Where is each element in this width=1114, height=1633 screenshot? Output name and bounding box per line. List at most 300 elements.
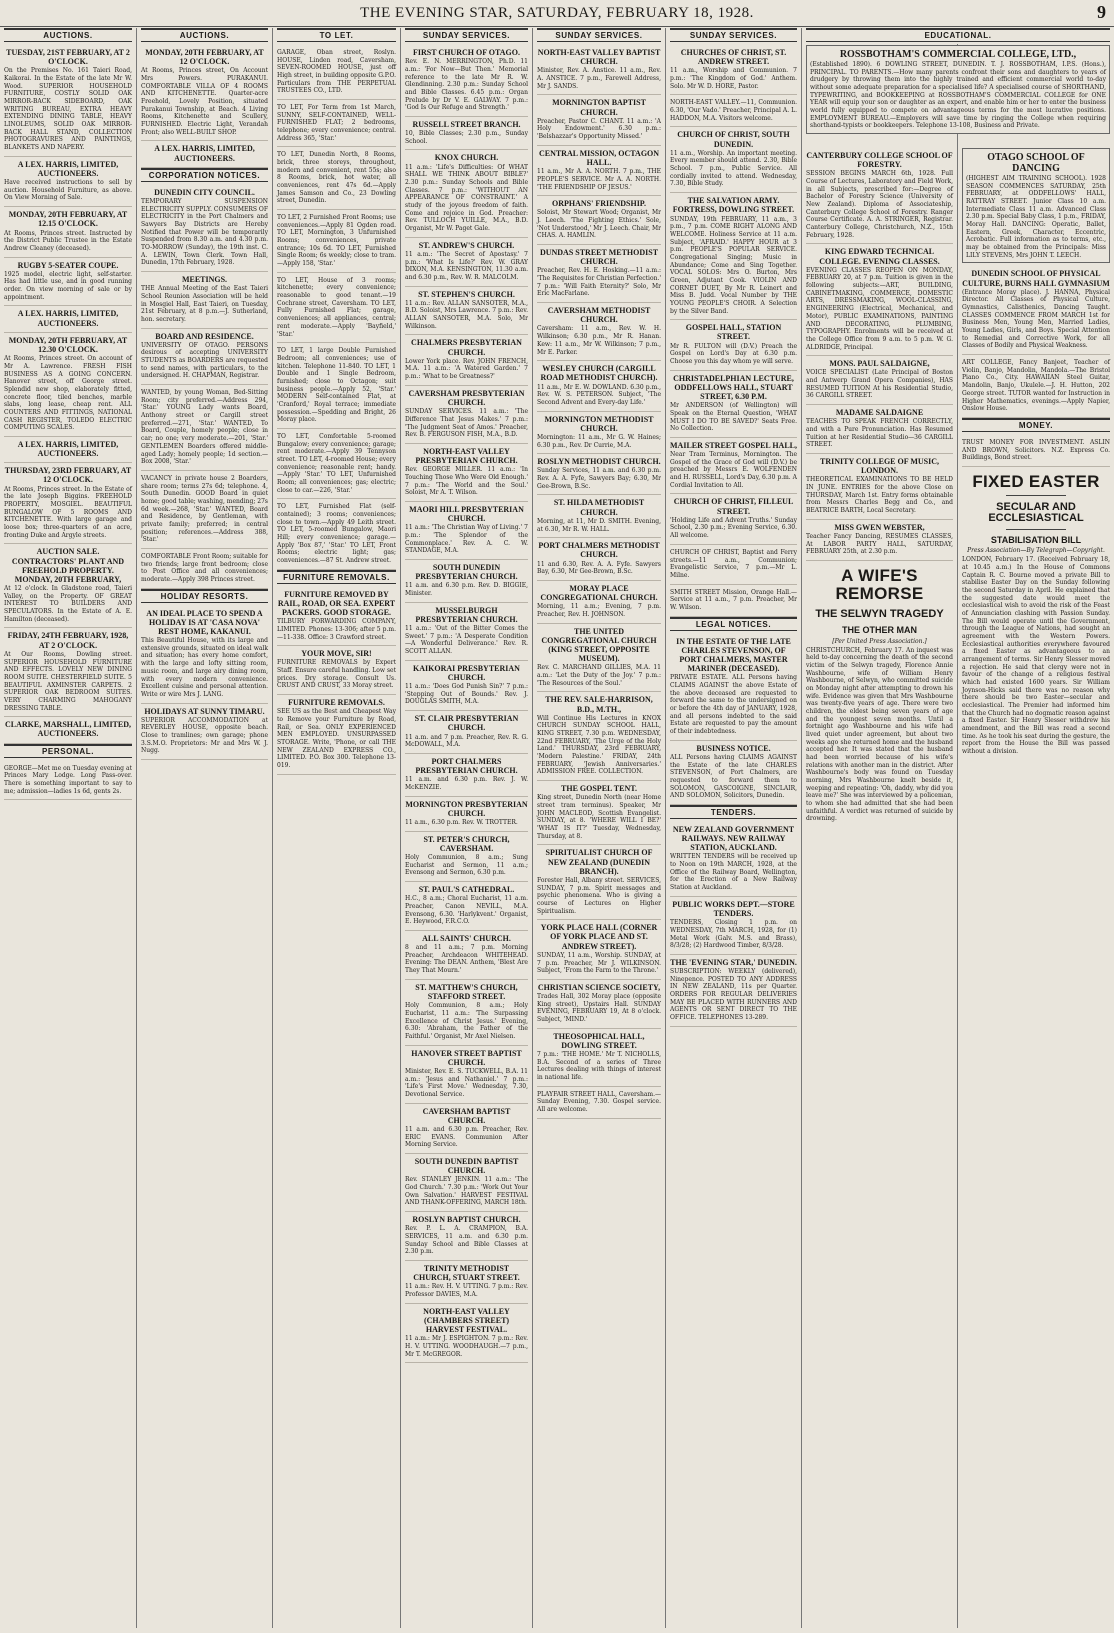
ad-heading: CLARKE, MARSHALL, LIMITED, AUCTIONEERS. [4,720,131,739]
ad-body: Minister, Rev. E. S. TUCKWELL, B.A. 11 a.m.: 'Jesus and Nathaniel.' 7 p.m.: 'Life's First Move.' Wednesday, 7.30, Devotional Service. [405,1067,528,1098]
classified-ad [962,266,1110,355]
ad-heading: CANTERBURY COLLEGE SCHOOL OF FORESTRY. [806,151,953,170]
ad-body: Will Continue His Lectures in KNOX CHURCH SUNDAY SCHOOL HALL, KING STREET, 7.30 p.m. WEDNESDAY, 22nd FEBRUARY, 'The Urge of the Holy Land.' THURSDAY, 23rd FEBRUARY, 'Modern Palestine.' FRIDAY, 24th FEBRUARY, 'Jewish Anniversaries.' ADMISSION FREE. COLLECTION. [537,714,661,776]
feature-deck: STABILISATION BILL [990,534,1082,545]
ad-body: 11 a.m.: 'The Secret of Apostasy.' 7 p.m.: 'What Is Life?' Rev. W. GRAY DIXON, M.A. KENSINGTON, 11.30 a.m. and 6.30 p.m., Rev. W. R. MALCOLM. [405,250,528,281]
column-sunday-services-3 [666,28,802,1628]
ad-heading: MONDAY, 20TH FEBRUARY, AT 12 O'CLOCK. [145,48,264,67]
ad-body: Morning, at 11, Mr D. SMITH. Evening, at 6.30, Mr R. W. HALL. [537,517,661,533]
ad-body: Mornington: 11 a.m., Mr G. W. Haines; 6.30 p.m., Rev. Dr Currie, M.A. [537,433,661,449]
ad-heading: NEW ZEALAND GOVERNMENT RAILWAYS. NEW RAILWAY STATION, AUCKLAND. [672,824,795,853]
ad-body: TO LET, 1 large Double Furnished Bedroom; all conveniences; use of kitchen. Telephone 11-840. TO LET, 1 Double and 1 Single Bedroom, furnished; close to Octagon; suit business people.—Apply 52, 'Star.' MODERN Self-contained Flat, at 'Cranford,' Royal terrace; immediate possession.—Spedding and Bright, 26 Moray place. [277,347,396,424]
ad-body: (Established 1890). 6 DOWLING STREET, DUNEDIN. T. J. ROSSBOTHAM, I.P.S. (Hons.), PRINCIPAL. TO PARENTS.—How many parents confront their sons and daughters to years of drudgery by throwing them into the highly trained and efficient commercial world to-day without some adequate preparation for a specialised life? A specialised course of SHORTHAND, TYPEWRITING, and BOOKKEEPING at ROSSBOTHAM'S COMMERCIAL COLLEGE for ONE YEAR will equip your son or daughter as an expert, and enable him or her to enter the business world fully equipped to compete on advantageous terms for the most lucrative positions. EMPLOYMENT BUREAU.—Employers will save time by ringing the College when requiring shorthand-typists or bookkeepers. Telephone 13-108, Business and Private. [810,61,1106,130]
ad-body: Soloist, Mr Stewart Wood; Organist, Mr J. Leech. 'The Fighting Ethics.' Sole, 'Not Understood,' Mr J. Leech. Chair, Mr CHAS. A. HAMLIN. [537,209,661,240]
classified-ad [277,429,396,499]
ad-body: 11 a.m.: 'Out of the Bitter Comes the Sweet.' 7 p.m.: 'A Desperate Condition—A Wonderful Deliverance.' Rev. R. SCOTT ALLAN. [405,625,528,656]
ad-heading: ST. PETER'S CHURCH, CAVERSHAM. [423,834,510,853]
classified-ad [405,1154,528,1212]
ad-body: At Rooms, Princes street, On Account Mrs Powers. PURAKANUI. COMFORTABLE VILLA OF 4 ROOMS AND KITCHENETTE. Quarter-acre Freehold, Lovely Position, situated Purakanui Township, at Beach. 4 Living Rooms, Kitchenette and Scullery, FURNISHED. Electric Light, Verandah Front; also WELL-BUILT SHOP. [141,67,268,136]
ad-body: 11 a.m.: 'Does God Punish Sin?' 7 p.m.: 'Stepping Out of Bounds.' Rev. J. DOUGLAS SMITH, M.A. [405,683,528,706]
classified-ad [405,45,528,117]
ad-body: H.C., 8 a.m.; Choral Eucharist, 11 a.m. Preacher, Canon NEVILL, M.A. Evensong, 6.30. 'Harlykvent.' Organist, E. Heywood, F.R.C.O. [405,895,528,926]
ad-body: Teacher Fancy Dancing, RESUMES CLASSES, At LABOR PARTY HALL, SATURDAY, FEBRUARY 25th, at 2.30 p.m. [806,532,953,556]
classified-ad [537,1087,661,1119]
ad-heading: SOUTH DUNEDIN BAPTIST CHURCH. [414,1156,519,1176]
ad-body: Preacher, Rev. H. E. Hosking.—11 a.m.: 'The Requisites for Christian Perfection.' 7 p.m.: 'Will Faith Eternity?' Solo, Mr Eric MacFarlane. [537,267,661,298]
ad-body: (HIGHEST AIM TRAINING SCHOOL). 1928 SEASON COMMENCES SATURDAY, 25th FEBRUARY, at ODDFELLOWS' HALL, RATTRAY STREET. Junior Class 10 a.m. Intermediate Class 11 a.m. Advanced Class 2.30 p.m. Special Baby Class, 1 p.m., FRIDAY, Moray Hall. DANCING: Operatic, Ballet, Eastern, Greek, Character, Eccentric, Acrobatic. Full information as to terms, etc., may be obtained from the Principals: Miss LILY STEVENS, Mrs JOHN T. LEECH. [966,175,1106,259]
ad-body: (Entrance Moray place). J. HANNA, Physical Director. All Classes of Physical Culture, Gymnastics, Calisthenics, Dancing Taught. CLASSES COMMENCE FROM MARCH 1st for Business Men, Young Men, Married Ladies, Young Ladies, Girls, and Boys. Special Attention to Remedial and Corrective Work, for all Classes of Bodily and Physical Weakness. [962,288,1110,350]
ad-body: 11 a.m. and 6.30 p.m. Rev. D. BIGGIE, Minister. [405,582,528,598]
ad-heading: MORNINGTON METHODIST CHURCH. [544,414,654,433]
classified-ad [405,560,528,603]
classified-ad [537,95,661,145]
ad-heading: MAILER STREET GOSPEL HALL, [670,440,797,450]
ad-heading: MISS GWEN WEBSTER, [834,522,925,532]
ad-body: On the Premises No. 161 Taieri Road, Kaikorai. In the Estate of the late Mr W. Wood. SUPERIOR HOUSEHOLD FURNITURE, COSTLY SOLID OAK MIRROR-BACK SIDEBOARD, OAK WRITING BUREAU, EXTRA HEAVY EXTENDING DINING TABLE, HEAVY LINOLEUMS, SOLID OAK MIRROR-BACK HALL STAND, COLLECTION PHOTOGRAVURES AND PAINTINGS, BLANKETS AND NAPERY. [4,67,132,152]
classified-ad [537,245,661,303]
ad-heading: CAVERSHAM BAPTIST CHURCH. [422,1106,511,1125]
classified-ad [141,45,268,141]
ad-body: Rev. GEORGE MILLER. 11 a.m.: 'In Touching Those Who Were Old Enough.' 7 p.m.: 'The World and the Soul.' Soloist, Mr A. T. Wilson. [405,466,528,497]
classified-ad [4,761,132,801]
ad-body: Rev. STANLEY JENKIN. 11 a.m.: 'The God Church.' 7.30 p.m.: 'Work Out Your Own Salvation.' HARVEST FESTIVAL AND THANK-OFFERING, MARCH 18th. [405,1176,528,1207]
classified-ad [537,495,661,538]
ad-body: Sunday Services, 11 a.m. and 6.30 p.m. Rev. A. A. Fyfe, Sawyers Bay; 6.30, Mr Gee-Brown, B.Sc. [537,467,661,490]
classified-ad [537,45,661,95]
classified-ad [405,797,528,832]
ad-body: At Rooms, Princes street. Instructed by the District Public Trustee in the Estate Andrew Cleaney (deceased). [4,229,132,252]
ad-heading: PORT CHALMERS PRESBYTERIAN CHURCH. [415,756,518,776]
classified-ad [537,303,661,361]
ad-heading: RUGBY 5-SEATER COUPE. [17,260,119,270]
feature-deck: THE OTHER MAN [842,625,917,636]
ad-heading: CHURCH OF CHRIST, FILLEUL STREET. [673,497,794,516]
classified-ad [4,333,132,437]
ad-body: PLAYFAIR STREET HALL, Caversham.—Sunday Evening, 7.30. Gospel service. All are welcome. [537,1090,661,1114]
ad-body: ALL Persons having CLAIMS AGAINST the Estate of the late CHARLES STEVENSON, of Port Chalmers, are requested to forward them to SOLOMON, GASCOIGNE, SINCLAIR, AND SOLOMON, Solicitors, Dunedin. [670,753,797,800]
ad-heading: OTAGO SCHOOL OF DANCING [987,152,1085,174]
ad-body: At 12 o'clock. In Gladstone road, Taieri Valley, on the Property. OF GREAT INTEREST TO BUILDERS AND SPECULATORS. In the Estate of A. E. Hamilton (deceased). [4,585,132,623]
column-to-let [273,28,401,1628]
classified-ad [405,1104,528,1154]
ad-heading: CHALMERS PRESBYTERIAN CHURCH. [411,338,522,357]
classified-ad [670,193,797,320]
classified-ad [141,549,268,589]
feature-body: LONDON, February 17. (Received February 18, at 10.45 a.m.) In the House of Commons Captain R. C. Bourne moved a private Bill to stabilise Easter Day on the Sunday following the second Saturday in April. He explained that the suggested date would meet the ecclesiastical wish to avoid the risk of the Feast of Annunciation clashing with Passion Sunday. The Bill would operate until the Government, through the League of Nations, had sought an agreement with the Western Powers. Ecclesiastical authorities everywhere favoured a fixed Easter as advantageous to an arrangement of terms. Sir Henry Slesser moved a rejection. He said that clergy were not in favour of the change of a religious festival which had existed 1600 years. Sir William Joynson-Hicks said there was no reason why there should be two Easter—secular and ecclesiastical. The Premier had informed him that the Church had no dogmatic reason against a fixed Easter. Sir Henry Slesser withdrew his amendment, and the Bill was read a second time. As he took his seat during the gesture, the report from the House the Bill was passed without a division. [962,556,1110,756]
ad-body: TO LET, House of 3 rooms; kitchenette; every convenience; reasonable to good tenant.—19 Cochrane street, Caversham. TO LET, Fully Furnished Flat; garage, conveniences; all appliances, central; rent moderate.—Apply 'Bayfield,' 'Star.' [277,276,396,338]
ad-heading: RUSSELL STREET BRANCH. [412,119,521,129]
ad-heading: DUNEDIN SCHOOL OF PHYSICAL CULTURE, BURNS HALL GYMNASIUM [962,269,1110,288]
ad-body: 11 a.m., Mr A. A. NORTH. 7 p.m., THE PEOPLE'S SERVICE. Mr A. A. NORTH. 'THE FRIENDSHIP OF JESUS.' [537,168,661,191]
ad-heading: A LEX. HARRIS, LIMITED, AUCTIONEERS. [17,309,119,328]
classified-ad [537,692,661,781]
ad-heading: MUSSELBURGH PRESBYTERIAN CHURCH. [415,605,518,624]
ad-body: 11 a.m.: 'Life's Difficulties: Of WHAT SHALL WE THINK ABOUT BIBLE?' 2.30 p.m.: Sunday Schools and Bible Classes. 7 p.m.: 'WITHOUT AN APPEARANCE OF CONSTRAINT.' A study of the joyous freedom of faith. Come and rejoice in God. Preacher: Rev. TULLOCH YUILLE, M.A., B.D. Organist, Mr W. Paget Gale. [405,163,528,232]
ad-body: TRUST MONEY FOR INVESTMENT. ASLIN AND BROWN, Solicitors. N.Z. Express Co. Buildings, Bond street. [962,438,1110,462]
ad-heading: BOARD AND RESIDENCE. [155,331,254,341]
ad-body: FURNITURE REMOVALS by Expert Staff. Ensure careful handling. Low set prices. Dry storage. Consult Us. CRUST AND CRUST, 33 Moray street. [277,659,396,690]
section-heading: CORPORATION NOTICES. [141,168,268,182]
classified-ad [405,386,528,444]
ad-heading: YORK PLACE HALL (CORNER OF YORK PLACE AND ST. ANDREW STREET). [540,923,658,951]
ad-heading: HOLIDAYS AT SUNNY TIMARU. [144,706,265,716]
classified-ad [537,196,661,245]
feature-subheadline: THE SELWYN TRAGEDY [815,607,944,620]
ad-body: 7 p.m.: 'THE HOME.' Mr T. NICHOLLS, B.A. Second of a series of Three Lectures dealing with things of interest in national life. [537,1051,661,1082]
ad-heading: FURNITURE REMOVALS. [288,698,385,708]
ad-heading: MONDAY, 20TH FEBRUARY, AT 12.15 O'CLOCK. [8,210,128,229]
ad-body: King street, Dunedin North (near Home street tram terminus). Speaker, Mr JOHN MACLEOD, Scottish Evangelist. SUNDAY, at 8. 'WHERE WILL I BE?' 'WHAT IS IT?' Tuesday, Wednesday, Thursday, at 8. [537,794,661,840]
classified-ad [405,882,528,931]
ad-heading: YOUR MOVE, SIR! [301,649,372,659]
classified-ad [141,606,268,704]
ad-heading: NORTH-EAST VALLEY BAPTIST CHURCH. [537,48,661,67]
feature-subheadline: SECULAR AND ECCLESIASTICAL [988,500,1084,525]
ad-heading: HANOVER STREET BAPTIST CHURCH. [411,1048,522,1067]
ad-heading: ST. STEPHEN'S CHURCH. [418,289,515,299]
ad-heading: KNOX CHURCH. [434,153,499,163]
dancing-school-ad [962,148,1110,263]
classified-ad [405,238,528,287]
ad-heading: THE SALVATION ARMY. FORTRESS, DOWLING STREET. [672,196,795,215]
divider [1006,495,1065,496]
ad-body: Lower York place. Rev. JOHN FRENCH, M.A. 11 a.m.: 'A Watered Garden.' 7 p.m.: 'What to be Greatness?' [405,357,528,381]
classified-ad [670,371,797,438]
classified-ad [4,207,132,257]
ad-body: At Our Rooms, Dowling street. SUPERIOR HOUSEHOLD FURNITURE AND EFFECTS. LOVELY NEW DINING ROOM SUITE. CHESTERFIELD SUITE. 5 BEAUTIFUL AXMINSTER CARPETS. 2 SUPERIOR OAK BEDROOM SUITES. VERY CHARMING MAHOGANY DRESSING TABLE. [4,650,132,712]
ad-body: NORTH-EAST VALLEY.—11, Communion. 6.30, 'Our Vado.' Preacher, Principal A. L. HADDON, M.A. Visitors welcome. [670,99,797,122]
classified-ad [670,127,797,193]
classified-ad [806,244,953,356]
ad-heading: MORNINGTON PRESBYTERIAN CHURCH. [405,799,528,818]
classified-ad [277,210,396,273]
ad-body: 1925 model, electric light, self-starter. Has had little use, and in good running order. On view morning of sale or by appointment. [4,270,132,301]
ad-heading: TUESDAY, 21ST FEBRUARY, AT 2 O'CLOCK. [6,48,130,67]
educational-left-column [802,44,958,1628]
ad-heading: CAVERSHAM METHODIST CHURCH. [547,306,651,325]
classified-ad [405,754,528,797]
ad-heading: MONS. PAUL SALDAIGNE, [829,359,930,369]
ad-body: 11 a.m. and 6.30 p.m. Rev. J. W. McKENZIE. [405,776,528,791]
classified-ad [806,356,953,405]
classified-ad [141,385,268,471]
section-heading: SUNDAY SERVICES. [537,28,661,42]
ad-heading: MONDAY, 20TH FEBRUARY, AT 12.30 O'CLOCK. [8,335,128,354]
ad-heading: ST. CLAIR PRESBYTERIAN CHURCH. [414,714,519,733]
ad-heading: CENTRAL MISSION, OCTAGON HALL. [538,148,660,167]
ad-heading: THEOSOPHICAL HALL, DOWLING STREET. [553,1031,645,1050]
classified-ad [537,538,661,581]
ad-heading: CHRISTADELPHIAN LECTURE, ODDFELLOWS HALL, STUART STREET, 6.30 P.M. [673,373,794,402]
classified-ad [405,711,528,754]
ad-body: TENDERS, Closing 1 p.m. on WEDNESDAY, 7th MARCH, 1928, for (1) Metal Work (Galv. M.S. and Brass), 8/3/28; (2) Hardwood Timber, 8/3/28. [670,919,797,950]
ad-body: 11 and 6.30, Rev. A. A. Fyfe. Sawyers Bay, 6.30, Mr Gee-Brown, B.Sc. [537,560,661,576]
classified-ad [962,435,1110,467]
page-number: 9 [1097,2,1106,22]
classified-ad [670,320,797,370]
educational-right-column [958,44,1114,1628]
ad-body: ART COLLEGE, Fancy Banjeet, Teacher of Violin, Banjo, Mandolin, Mandola.—The Bristol Piano Co., City. HAWAIIAN Steel Guitar, Mandolin, Banjo, Ukulele.—J. H. Hutton, 202 George street. TUTOR wanted for Instruction in Higher Mathematics, evenings.—Apply Napier, Onslow House. [962,359,1110,413]
classified-ad [537,781,661,845]
ad-body: TILBURY FORWARDING COMPANY, LIMITED. Phones: 13-306; after 5 p.m.—11-338. Office: 3 Crawford street. [277,618,396,641]
classified-ad [537,581,661,624]
classified-ad [537,624,661,693]
classified-ad [141,141,268,167]
section-heading: TO LET. [277,28,396,42]
feature-byline: [Per United Press Association.] [832,637,927,645]
classified-ad [405,931,528,980]
ad-body: GEORGE—Met me on Tuesday evening at Princes Mary Lodge. Long Pass-over. There is something important to say to me; admission—ladies 1s 6d, gents 2s. [4,764,132,795]
ad-body: UNIVERSITY OF OTAGO. PERSONS desirous of accepting UNIVERSITY STUDENTS as BOARDERS are requested to send names, with particulars, to the undersigned. H. CHAPMAN, Registrar. [141,341,268,380]
classified-ad [405,1304,528,1364]
classified-ad [962,355,1110,418]
classified-ad [405,1046,528,1104]
classified-ad [405,980,528,1046]
ad-heading: DUNEDIN CITY COUNCIL. [154,187,255,197]
ad-body: THEORETICAL EXAMINATIONS TO BE HELD IN JUNE. ENTRIES for the above Close on THURSDAY, March 1st. Entry forms obtainable from Messrs Charles Begg and Co., and BEATRICE BARTH, Local Secretary. [806,476,953,514]
ad-heading: ST. MATTHEW'S CHURCH, STAFFORD STREET. [415,982,518,1001]
ad-heading: FIRST CHURCH OF OTAGO. [413,48,520,57]
ad-heading: CHURCHES OF CHRIST, ST. ANDREW STREET. [680,48,787,67]
classified-ad [405,502,528,560]
ad-body: 11 a.m., Worship. An important meeting. Every member should attend. 2.30, Bible School. 7 p.m., Public Service. All cordially invited to attend. Wednesday, 7.30, Bible Study. [670,149,797,188]
ad-body: 11 a.m. and 7 p.m. Preacher, Rev. R. G. McDOWALL, M.A. [405,733,528,749]
ad-heading: CHRISTIAN SCIENCE SOCIETY, [537,982,661,992]
classified-ad [4,258,132,307]
ad-body: VOICE SPECIALIST (Late Principal of Boston and Antwerp Grand Opera Companies), HAS RESUMED TUITION At his Residential Studio, 36 CARGILL STREET. [806,369,953,400]
ad-body: 'Holding Life and Advent Truths.' Sunday School, 2.30 p.m.; Evening Service, 6.30. All welcome. [670,516,797,540]
classified-ad [405,603,528,661]
classified-ad [537,845,661,920]
classified-ad [277,343,396,429]
ad-heading: AN IDEAL PLACE TO SPEND A HOLIDAY IS AT 'CASA NOVA' REST HOME, KAKANUI. [146,608,263,636]
ad-body: SUNDAY, 19th FEBRUARY, 11 a.m., 3 p.m., 7 p.m. COME RIGHT ALONG AND WELCOME. Holiness Service at 11 a.m. Subject, 'AFRAID.' HAPPY HOUR at 3 p.m. PEOPLE'S POPULAR SERVICE. Congregational Singing; Music in Abundance; Come and Sing Together. VOCAL SOLOS: Mrs O. Burton, Mrs Green, Adjutant Cook. VIOLIN AND CORNET DUET, By Mr R. Leinert and Miss B. Judd. Vocal Number by THE YOUNG PEOPLE'S CHOIR. A Selection by the Silver Band. [670,215,797,315]
ad-body: COMFORTABLE Front Room; suitable for two friends; large front bedroom; close to Post Office and all conveniences; moderate.—Apply 398 Princes street. [141,552,268,583]
classified-ad [4,306,132,332]
classified-ad [277,273,396,343]
ad-heading: KAIKORAI PRESBYTERIAN CHURCH. [413,663,520,682]
ad-heading: SOUTH DUNEDIN PRESBYTERIAN CHURCH. [415,562,518,582]
ad-heading: ROSLYN METHODIST CHURCH. [537,457,661,467]
classified-ad [537,412,661,455]
ad-heading: ROSSBOTHAM'S COMMERCIAL COLLEGE, LTD., [839,49,1077,60]
classified-ad [277,646,396,695]
ad-body: SUNDAY, 11 a.m., Worship. SUNDAY, at 7 p.m. Preacher, Mr J. WILKINSON. Subject, 'From the Farm to the Throne.' [537,951,661,975]
classified-ad [670,585,797,617]
classified-ad [670,545,797,585]
classified-ad [806,405,953,454]
ad-heading: FRIDAY, 24TH FEBRUARY, 1928, AT 2 O'CLOCK. [7,631,129,650]
ad-body: 8 and 11 a.m.; 7 p.m. Morning Preacher, Archdeacon WHITEHEAD. Evening: The DEAN. Anthem, 'Blest Are They That Mourn.' [405,944,528,975]
classified-ad [277,45,396,100]
classified-ad [277,100,396,147]
ad-heading: ST. PAUL'S CATHEDRAL. [418,885,515,895]
ad-body: Rev. C. MARCHAND GILLIES, M.A. 11 a.m.: 'Let the Duty of the Joy.' 7 p.m.: 'The Resources of the Soul.' [537,664,661,687]
ad-heading: CAVERSHAM PRESBYTERIAN CHURCH. [408,388,525,407]
ad-body: TEMPORARY SUSPENSION ELECTRICITY SUPPLY. CONSUMERS OF ELECTRICITY in the Port Chalmers and Sawyers Bay Districts are Hereby Notified that Power will be temporarily Suspended from 8.30 a.m. and 4.30 p.m. TO-MORROW (Sunday), the 19th inst. C. A. LEWIN, Town Clerk. Town Hall, Dunedin, 17th February, 1928. [141,197,268,267]
classified-ad [4,45,132,157]
ad-heading: GOSPEL HALL, STATION STREET. [685,323,782,342]
classified-ad [277,147,396,210]
section-heading: FURNITURE REMOVALS. [277,570,396,584]
classified-ad [806,520,953,561]
ad-heading: FURNITURE REMOVED BY RAIL, ROAD, OR SEA. EXPERT PACKERS. GOOD STORAGE. [277,589,396,618]
ad-body: GARAGE, Oban street, Roslyn. HOUSE, Linden road, Caversham, SEVEN-ROOMED HOUSE, just off High street, in building opposite G.P.O. Particulars from THE PERPETUAL TRUSTEES CO., LTD. [277,49,396,95]
ad-heading: PORT CHALMERS METHODIST CHURCH. [538,541,660,560]
ad-heading: MADAME SALDAIGNE [835,408,924,418]
ad-heading: MORNINGTON BAPTIST CHURCH. [552,98,646,117]
ad-body: 11 a.m. and 6.30 p.m. Preacher, Rev. ERIC EVANS. Communion After Morning Service. [405,1125,528,1149]
section-heading: TENDERS. [670,805,797,819]
commercial-college-ad [806,45,1110,134]
ad-body: 11 a.m.: Rev. ALLAN SANSOTER, M.A., B.D. Soloist, Mrs Lawrence. 7 p.m.: Rev. ALLAN SANSOTER, M.A. Solo, Mr Wilkinson. [405,299,528,330]
divider [1006,529,1065,530]
ad-body: TO LET, Dunedin North, 8 Rooms, brick, three storeys, throughout, modern and convenient, rent 55s; also 8 Rooms, brick, hot water, all conveniences, rent 47s 6d.—Apply James Samson and Co., 23 Dowling street, Dunedin. [277,151,396,205]
classified-ad [670,438,797,495]
classified-ad [670,822,797,897]
ad-heading: PUBLIC WORKS DEPT.—STORE TENDERS. [672,899,795,918]
ad-body: VACANCY in private house 2 Boarders, share room; terms 27s 6d; telephone. 4, South Dunedin. GOOD Board in quiet home; good table; washing, mending; 27s 6d week.—268, 'Star.' WANTED, Board and Residence, by Gentleman, with private family; preferred; in central position; references.—Address 388, 'Star.' [141,474,268,544]
ad-heading: BUSINESS NOTICE. [696,743,771,753]
classified-ad [670,95,797,127]
ad-heading: A LEX. HARRIS, LIMITED, AUCTIONEERS. [17,439,119,459]
ad-body: Holy Communion, 8 a.m.; Sung Eucharist and Sermon, 11 a.m.; Evensong and Sermon, 6.30 p.m. [405,854,528,877]
ad-body: Minister, Rev. A. Anstice. 11 a.m., Rev. A. ANSTICE. 7 p.m., Farewell Address, Mr J. SANDS. [537,67,661,90]
classified-ad [405,444,528,502]
section-heading: LEGAL NOTICES. [670,617,797,631]
classified-ad [4,463,132,544]
ad-body: TEACHES TO SPEAK FRENCH CORRECTLY, and with a Pure Pronunciation. Has Resumed Tuition at her Residential Studio—36 CARGILL STREET. [806,418,953,449]
section-heading: SUNDAY SERVICES. [405,28,528,42]
section-heading: AUCTIONS. [4,28,132,42]
classified-ad [537,146,661,196]
ad-body: SMITH STREET Mission, Orange Hall.—Service at 11 a.m., 7 p.m. Preacher, Mr W. Wilson. [670,588,797,611]
ad-body: Morning, 11 a.m.; Evening, 7 p.m. Preacher, Rev. H. JOHNSON. [537,603,661,618]
ad-body: Holy Communion, 8 a.m.; Holy Eucharist, 11 a.m.: 'The Surpassing Excellence of Christ Jesus.' Evening, 6.30: 'Abraham, the Father of the Faithful.' Organist, Mr Axel Nielsen. [405,1002,528,1040]
ad-heading: MAORI HILL PRESBYTERIAN CHURCH. [409,504,524,524]
ad-body: WANTED, by young Woman, Bed-Sitting Room; city preferred.—Address 294, 'Star.' YOUNG Lady wants Board, Anthony street or Cargill street preferred.—271, 'Star.' WANTED, To Board, Couple, homely people; close in car; no one; very moderate.—201, 'Star.' GENTLEMEN Boarders offered middle-aged Lady; homely people; 1d section.—Box 2008, 'Star.' [141,389,268,466]
classified-ad [141,704,268,761]
ad-heading: A LEX. HARRIS, LIMITED, AUCTIONEERS. [17,159,119,178]
ad-body: TO LET, Comfortable 5-roomed Bungalow; every convenience; garage; rent moderate.—Apply 39 Tennyson street. TO LET, 4-roomed House; every convenience; reasonable rent; handy.—Apply 'Star.' TO LET, Unfurnished Room; all conveniences; gas; electric; close to car.—226, 'Star.' [277,432,396,494]
classified-ad [405,661,528,711]
ad-body: This Beautiful House, with its large and extensive grounds, situated on ideal walk and situation; has every home comfort, with the large and lofty sitting room, music room, and large airy dining room, with every modern convenience. Excellent cuisine and personal attention. Write or wire Mrs J. LANG. [141,637,268,698]
ad-body: Mr ANDERSON (of Wellington) will Speak on the Eternal Question, 'WHAT MUST I DO TO BE SAVED?' Seats Free. No Collection. [670,402,797,433]
classified-ad [670,897,797,955]
classified-ad [405,1261,528,1304]
ad-heading: MEETINGS. [181,275,228,285]
classified-ad [405,832,528,882]
ad-heading: ROSLYN BAPTIST CHURCH. [412,1215,521,1225]
ad-body: TO LET, For Term from 1st March, SUNNY, SELF-CONTAINED, WELL-FURNISHED FLAT; 2 bedrooms, telephone; every convenience; central. Address 365, 'Star.' [277,104,396,142]
column-auctions-1 [0,28,137,1628]
ad-body: CHURCH OF CHRIST, Baptist and Ferry streets.—11 a.m., Communion; Evangelistic Service, 7 p.m.—Mr L. Milne. [670,548,797,579]
masthead-title: THE EVENING STAR, SATURDAY, FEBRUARY 18, 1928. [360,4,754,21]
ad-heading: IN THE ESTATE OF THE LATE CHARLES STEVENSON, OF PORT CHALMERS, MASTER MARINER (DECEASED). [676,636,791,674]
ad-body: SEE US as the Best and Cheapest Way to Remove your Furniture by Road, Rail, or Sea. ONLY EXPERIENCED MEN EMPLOYED. UNSURPASSED STORAGE. Write, 'Phone, or call THE NEW ZEALAND EXPRESS CO., LIMITED. P.O. Box 300. Telephone 13-019. [277,708,396,769]
classified-ad [4,628,132,717]
ad-heading: MORAY PLACE CONGREGATIONAL CHURCH. [540,583,658,603]
classified-ad [537,361,661,411]
classified-ad [141,272,268,329]
feature-body: CHRISTCHURCH, February 17. An inquest was held to-day concerning the death of the second victim of the Selwyn tragedy, Florence Annie Washbourne, wife of William Henry Washbourne, of Selwyn, who committed suicide on Monday night after attempting to drown his wife. Evidence was given that Mrs Washbourne was twenty-five years of age. There were two children, the eldest being seven years of age and the youngest seven months. Until a fortnight ago Washbourne and his wife had lived quiet under agreement, but about two weeks ago she returned home and the husband accepted her. It was stated that the husband had been worried because of his wife's relations with another man in the district. After Washbourne's body was found on Tuesday morning, Mrs Washbourne knelt beside it, weeping and repeating: 'Oh, daddy, why did you leave me?' She was interviewed by a policeman, to whom she had admitted that she had been unfaithful. A verdict was returned of suicide by drowning. [806,646,953,823]
ad-heading: ST. ANDREW'S CHURCH. [418,240,515,250]
section-heading: HOLIDAY RESORTS. [141,589,268,603]
ad-body: At Rooms, Princes street. In the Estate of the late Joseph Biggins. FREEHOLD PROPERTY, MOSGIEL. BEAUTIFUL BUNGALOW OF 5 ROOMS AND KITCHENETTE. With large garage and loose box; three-quarters of an acre, fronting Duke and Argyle streets. [4,485,132,539]
classified-ad [806,454,953,520]
classified-ad [4,437,132,463]
classified-ad [4,157,132,207]
section-heading: EDUCATIONAL. [806,28,1110,42]
ad-heading: NORTH-EAST VALLEY PRESBYTERIAN CHURCH. [415,446,518,466]
classified-ad [405,117,528,151]
ad-body: Caversham: 11 a.m., Rev. W. H. Wilkinson; 6.30 p.m., Mr R. Hanan. Kew: 11 a.m., Mr W. Wilkinson; 7 p.m., Mr E. Parker. [537,325,661,356]
classified-ad [537,920,661,980]
ad-body: Mr R. FULTON will (D.V.) Preach the Gospel on Lord's Day at 6.30 p.m. Choose you this day whom ye will serve. [670,342,797,365]
column-sunday-services-2 [533,28,666,1628]
section-heading: AUCTIONS. [141,28,268,42]
feature-headline: A WIFE'S REMORSE [835,565,924,603]
classified-ad [141,471,268,549]
classified-ad [277,695,396,775]
ad-body: Forester Hall, Albany street. SERVICES, SUNDAY, 7 p.m. Spirit messages and psychic phenomena. Who is giving a course of Lectures on Higher Spiritualism. [537,876,661,915]
column-educational [802,28,1114,1628]
classified-ad [4,717,132,743]
ad-body: THE Annual Meeting of the East Taieri School Reunion Association will be held in Mosgiel Hall, East Taieri, on Tuesday, 21st February, at 8 p.m.—J. Sutherland, hon. secretary. [141,285,268,323]
section-heading: SUNDAY SERVICES. [670,28,797,42]
ad-heading: THE UNITED CONGREGATIONAL CHURCH (KING STREET, OPPOSITE MUSEUM). [541,626,657,664]
classified-ad [670,955,797,1027]
ad-body: Rev. E. N. MERRINGTON, Ph.D. 11 a.m.: 'For Now—But Then.' Memorial reference to the late Mr R. W. Glendinning. 2.30 p.m.: Sunday School and Bible Classes. 6.45 p.m.: Organ Prelude by Dr V. E. GALWAY. 7 p.m.: 'God Is Our Refuge and Strength.' [405,58,528,112]
column-sunday-services-1 [401,28,533,1628]
ad-body: TO LET, 2 Furnished Front Rooms; use conveniences.—Apply 81 Ogden road. TO LET, Mornington, 3 Unfurnished Rooms; conveniences, private entrance; 10s 6d. TO LET, Furnished Single Room; 6s weekly; close to tram.—Apply 158, 'Star.' [277,214,396,268]
ad-body: SUNDAY SERVICES. 11 a.m.: 'The Difference That Jesus Makes.' 7 p.m.: 'The Judgment Seat of Amos.' Preacher, Rev. B. FERGUSON FISH, M.A., B.D. [405,408,528,439]
column-auctions-2 [137,28,273,1628]
classified-ad [537,454,661,495]
ad-body: 11 a.m.: Rev. H. V. UTTING. 7 p.m.: Rev. Professor DAVIES, M.A. [405,1283,528,1298]
ad-heading: DUNDAS STREET METHODIST CHURCH. [539,248,659,267]
classified-ad [670,494,797,544]
ad-heading: THURSDAY, 23RD FEBRUARY, AT 12 O'CLOCK. [4,466,132,485]
ad-body: Have received instructions to sell by auction. Household Furniture, as above. On View Morning of Sale. [4,179,132,202]
ad-body: Preacher, Pastor C. CHANT. 11 a.m.: 'A Holy Endowment.' 6.30 p.m.: 'Belshazzar's Opportunity Missed.' [537,117,661,141]
ad-body: Rev. P. L. A. CRAMPION, B.A. SERVICES, 11 a.m. and 6.30 p.m. Sunday School and Bible Classes at 2.30 p.m. [405,1225,528,1256]
ad-body: 11 a.m., 6.30 p.m. Rev. W. TROTTER. [405,818,518,826]
ad-heading: AUCTION SALE. CONTRACTORS' PLANT AND FREEHOLD PROPERTY. MONDAY, 20TH FEBRUARY, [11,547,125,584]
ad-body: 11 a.m., Mr E. W. DOWLAND. 6.30 p.m., Rev. W. S. PETERSON. Subject, 'The Second Advent and Every-day Life.' [537,383,661,406]
ad-heading: TRINITY METHODIST CHURCH, STUART STREET. [413,1263,520,1283]
classified-ad [405,1212,528,1261]
classified-ad [670,45,797,95]
ad-body: SUBSCRIPTION: WEEKLY (delivered), Ninepence. POSTED TO ANY ADDRESS IN NEW ZEALAND, 11s per Quarter. ORDERS FOR REGULAR DELIVERIES MAY BE PLACED WITH RUNNERS AND AGENTS OR SENT DIRECT TO THE OFFICE. TELEPHONES 13-289. [670,968,797,1022]
classified-ad [537,1029,661,1087]
ad-heading: NORTH-EAST VALLEY (CHAMBERS STREET) HARVEST FESTIVAL. [423,1306,510,1334]
ad-heading: THE 'EVENING STAR,' DUNEDIN. [670,957,797,967]
classified-ad [405,335,528,385]
ad-body: SUPERIOR ACCOMMODATION at REVERLEY HOUSE, opposite beach. Close to tramlines; own garage; phone 3.S.M.O. Proprietors: Mr and Mrs W. J. Nugg. [141,716,268,755]
classified-ad [537,980,661,1029]
ad-heading: CHURCH OF CHRIST, SOUTH DUNEDIN. [677,130,790,149]
classified-ad [670,634,797,741]
ad-heading: WESLEY CHURCH (CARGILL ROAD METHODIST CHURCH). [540,364,658,383]
classified-ad [806,148,953,244]
ad-body: 11 a.m., Worship and Communion. 7 p.m.: 'The Kingdom of God.' Anthem. Solo. Mr W. D. HORE, Pastor. [670,67,797,90]
ad-heading: ORPHANS' FRIENDSHIP. [552,199,646,209]
masthead [0,0,1114,27]
classified-ad [141,329,268,386]
classified-ad [4,544,132,628]
ad-body: SESSION BEGINS MARCH 6th, 1928. Full Course of Lectures, Laboratory and Field Work, in all Subjects, prescribed for:—Degree of Bachelor of Forestry Science (University of New Zealand). Diploma of Associateship, Canterbury College School of Forestry. Ranger Course Certificate. A. A. STRINGER, Registrar. Canterbury College, Christchurch, N.Z., 15th February, 1928. [806,170,953,239]
